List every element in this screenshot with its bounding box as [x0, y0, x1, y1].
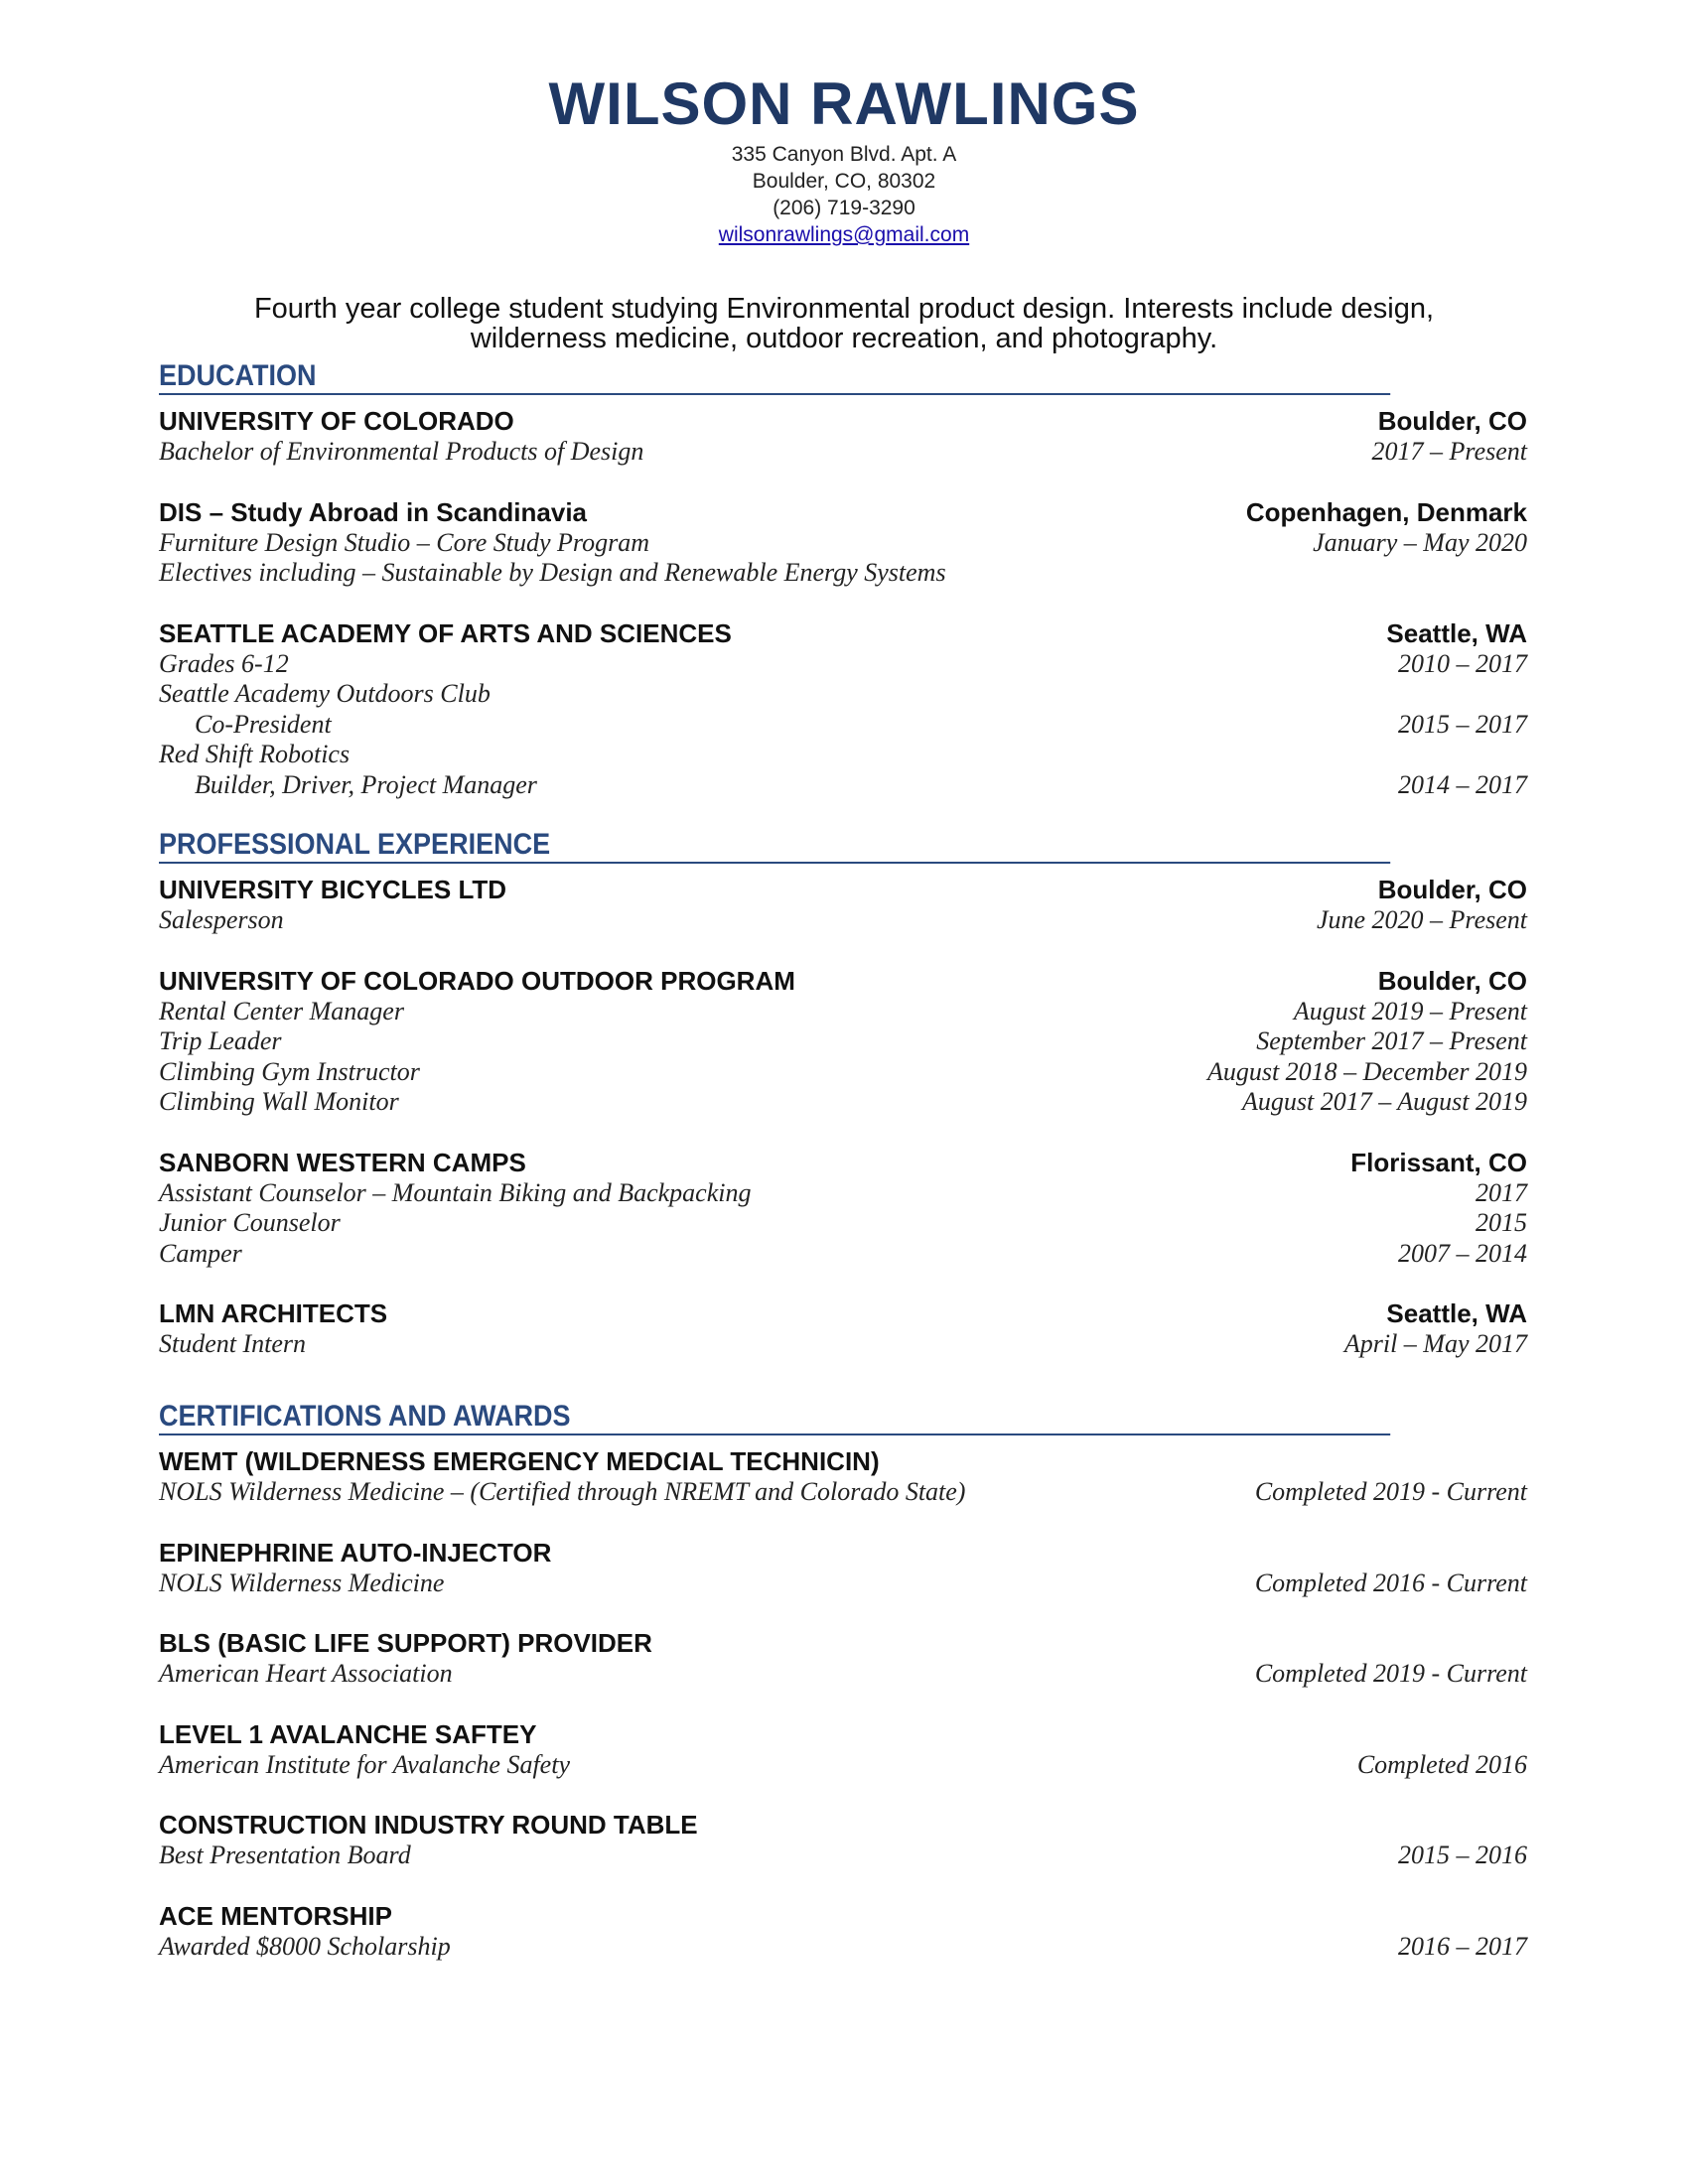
entry-detail: Trip Leader [159, 1026, 282, 1055]
entry-location: Copenhagen, Denmark [1245, 496, 1527, 527]
entry-org: WEMT (WILDERNESS EMERGENCY MEDCIAL TECHNICIN) [159, 1446, 880, 1476]
address-line-2: Boulder, CO, 80302 [752, 170, 936, 193]
entry-detail: Electives including – Sustainable by Design and Renewable Energy Systems [159, 558, 946, 587]
candidate-name: WILSON RAWLINGS [548, 70, 1140, 137]
entry-org: UNIVERSITY OF COLORADO [159, 406, 514, 436]
entry-location: Boulder, CO [1377, 965, 1527, 996]
education-entry [159, 496, 1527, 589]
entry-date: Completed 2019 - Current [1254, 1659, 1527, 1688]
certification-entry [159, 1537, 1527, 1599]
experience-entry [159, 1147, 1527, 1270]
section-title-experience: PROFESSIONAL EXPERIENCE [159, 828, 1390, 864]
summary-line-2: wilderness medicine, outdoor recreation, and photography. [470, 323, 1218, 354]
education-entry [159, 405, 1527, 468]
entry-detail: American Institute for Avalanche Safety [159, 1749, 570, 1779]
entry-date: August 2018 – December 2019 [1206, 1056, 1527, 1086]
entry-location: Florissant, CO [1350, 1147, 1527, 1177]
entry-detail: Grades 6-12 [159, 648, 289, 678]
entry-detail: Builder, Driver, Project Manager [195, 769, 537, 799]
experience-section [159, 828, 1527, 1389]
certifications-section [159, 1400, 1527, 1990]
entry-detail: Red Shift Robotics [159, 740, 351, 768]
entry-date: 2007 – 2014 [1398, 1238, 1527, 1268]
entry-detail: Salesperson [159, 905, 284, 934]
entry-detail: Awarded $8000 Scholarship [159, 1931, 451, 1961]
summary [199, 294, 1489, 353]
contact-block [0, 141, 1688, 248]
entry-date: Completed 2019 - Current [1254, 1477, 1527, 1506]
entry-detail: Assistant Counselor – Mountain Biking and Backpacking [159, 1177, 752, 1207]
certification-entry [159, 1809, 1527, 1871]
entry-detail: Junior Counselor [159, 1208, 341, 1237]
certification-entry [159, 1718, 1527, 1781]
resume-header [0, 69, 1688, 248]
entry-date: 2017 – Present [1371, 437, 1527, 466]
entry-location: Boulder, CO [1377, 406, 1527, 436]
entry-org: DIS – Study Abroad in Scandinavia [159, 496, 588, 527]
experience-entry [159, 965, 1527, 1118]
entry-date: April – May 2017 [1343, 1329, 1527, 1358]
certification-entry [159, 1627, 1527, 1690]
education-section [159, 359, 1527, 829]
entry-date: 2010 – 2017 [1398, 648, 1527, 678]
entry-detail: Best Presentation Board [159, 1841, 411, 1869]
entry-date: 2015 [1476, 1208, 1527, 1237]
experience-entry [159, 1297, 1527, 1360]
entry-org: BLS (BASIC LIFE SUPPORT) PROVIDER [159, 1628, 652, 1658]
entry-date: 2016 – 2017 [1398, 1931, 1527, 1961]
entry-date: August 2019 – Present [1293, 996, 1527, 1025]
entry-date: August 2017 – August 2019 [1242, 1087, 1527, 1116]
email-link[interactable]: wilsonrawlings@gmail.com [718, 223, 970, 246]
entry-date: 2014 – 2017 [1398, 769, 1527, 799]
certification-entry [159, 1445, 1527, 1508]
entry-detail: NOLS Wilderness Medicine [159, 1568, 445, 1597]
entry-detail: Camper [159, 1238, 242, 1268]
entry-detail: Seattle Academy Outdoors Club [159, 679, 491, 708]
entry-org: UNIVERSITY OF COLORADO OUTDOOR PROGRAM [159, 965, 795, 996]
entry-detail: Rental Center Manager [159, 996, 404, 1025]
entry-org: LMN ARCHITECTS [159, 1298, 388, 1328]
entry-detail: Climbing Wall Monitor [159, 1087, 399, 1116]
entry-detail: Furniture Design Studio – Core Study Program [159, 527, 649, 557]
entry-date: 2017 [1476, 1177, 1527, 1207]
summary-line-1: Fourth year college student studying Environmental product design. Interests include design, [253, 293, 1435, 325]
entry-org: CONSTRUCTION INDUSTRY ROUND TABLE [159, 1810, 698, 1840]
entry-detail: Bachelor of Environmental Products of Design [159, 437, 644, 466]
entry-org: LEVEL 1 AVALANCHE SAFTEY [159, 1718, 537, 1749]
entry-location: Seattle, WA [1386, 617, 1527, 648]
entry-detail: American Heart Association [159, 1659, 453, 1688]
entry-detail: Co-President [195, 709, 332, 739]
entry-detail: Climbing Gym Instructor [159, 1056, 420, 1086]
entry-date: Completed 2016 - Current [1254, 1568, 1527, 1597]
address-line-1: 335 Canyon Blvd. Apt. A [731, 143, 957, 166]
entry-org: EPINEPHRINE AUTO-INJECTOR [159, 1537, 552, 1568]
entry-org: UNIVERSITY BICYCLES LTD [159, 875, 507, 904]
entry-detail: NOLS Wilderness Medicine – (Certified through NREMT and Colorado State) [159, 1477, 966, 1506]
entry-org: SEATTLE ACADEMY OF ARTS AND SCIENCES [159, 617, 732, 648]
section-title-education: EDUCATION [159, 359, 1390, 395]
phone-number: (206) 719-3290 [773, 197, 915, 219]
entry-location: Boulder, CO [1377, 875, 1527, 904]
section-title-certifications: CERTIFICATIONS AND AWARDS [159, 1400, 1390, 1435]
entry-org: ACE MENTORSHIP [159, 1900, 392, 1931]
education-entry [159, 617, 1527, 801]
entry-date: Completed 2016 [1356, 1749, 1527, 1779]
entry-location: Seattle, WA [1386, 1298, 1527, 1328]
entry-detail: Student Intern [159, 1329, 307, 1358]
experience-entry [159, 874, 1527, 936]
entry-date: January – May 2020 [1313, 527, 1527, 557]
certification-entry [159, 1900, 1527, 1963]
entry-org: SANBORN WESTERN CAMPS [159, 1147, 526, 1177]
entry-date: June 2020 – Present [1316, 905, 1527, 934]
entry-date: September 2017 – Present [1256, 1026, 1527, 1055]
entry-date: 2015 – 2016 [1398, 1841, 1527, 1869]
entry-date: 2015 – 2017 [1398, 709, 1527, 739]
